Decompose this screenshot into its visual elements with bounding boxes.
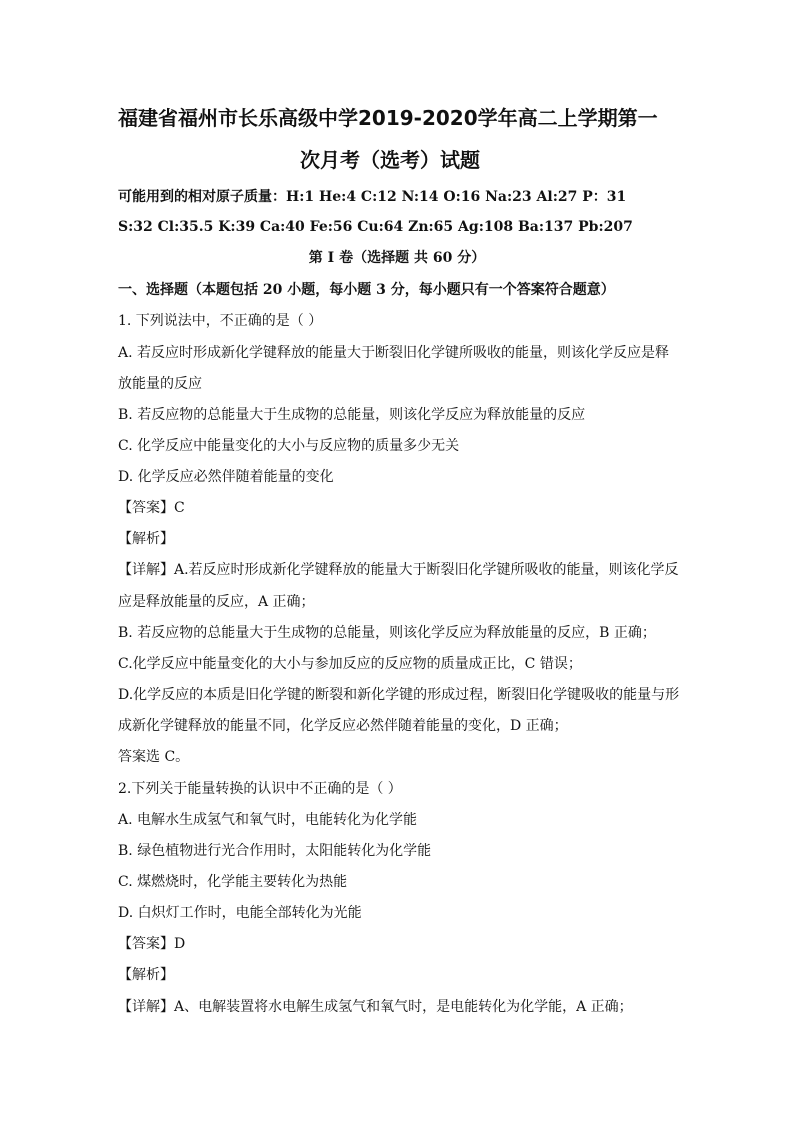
- question-2-stem: 2.下列关于能量转换的认识中不正确的是（ ）: [118, 781, 402, 797]
- atomic-masses-line1: 可能用到的相对原子质量：H:1 He:4 C:12 N:14 O:16 Na:23 Al:27 P：31: [118, 189, 627, 205]
- question-1-detail-4: C.化学反应中能量变化的大小与参加反应的反应物的质量成正比，C 错误；: [118, 656, 582, 672]
- atomic-masses-line2: S:32 Cl:35.5 K:39 Ca:40 Fe:56 Cu:64 Zn:65 Ag:108 Ba:137 Pb:207: [118, 219, 633, 235]
- question-1-option-c: C. 化学反应中能量变化的大小与反应物的质量多少无关: [118, 438, 460, 454]
- question-1-option-a: A. 若反应时形成新化学键释放的能量大于断裂旧化学键所吸收的能量，则该化学反应是释: [118, 345, 670, 361]
- question-1-stem: 1. 下列说法中，不正确的是（ ）: [118, 313, 323, 329]
- question-2-answer: 【答案】D: [118, 936, 186, 952]
- question-1-detail-6: 成新化学键释放的能量不同，化学反应必然伴随着能量的变化，D 正确；: [118, 718, 568, 734]
- question-1-option-d: D. 化学反应必然伴随着能量的变化: [118, 469, 334, 485]
- question-1-conclusion: 答案选 C。: [118, 749, 190, 765]
- document-title-line2: 次月考（选考）试题: [300, 148, 480, 172]
- question-1-detail-5: D.化学反应的本质是旧化学键的断裂和新化学键的形成过程，断裂旧化学键吸收的能量与形: [118, 687, 680, 703]
- section-title: 第 I 卷（选择题 共 60 分）: [308, 250, 486, 266]
- question-1-detail-3: B. 若反应物的总能量大于生成物的总能量，则该化学反应为释放能量的反应，B 正确；: [118, 625, 656, 641]
- question-2-analysis-label: 【解析】: [118, 967, 174, 983]
- question-2-option-c: C. 煤燃烧时，化学能主要转化为热能: [118, 874, 348, 890]
- question-1-detail-2: 应是释放能量的反应，A 正确；: [118, 594, 315, 610]
- question-2-option-d: D. 白炽灯工作时，电能全部转化为光能: [118, 905, 362, 921]
- question-1-answer: 【答案】C: [118, 500, 185, 516]
- question-2-option-b: B. 绿色植物进行光合作用时，太阳能转化为化学能: [118, 843, 432, 859]
- question-1-analysis-label: 【解析】: [118, 531, 174, 547]
- document-title-line1: 福建省福州市长乐高级中学2019-2020学年高二上学期第一: [118, 106, 658, 130]
- part-title: 一、选择题（本题包括 20 小题，每小题 3 分，每小题只有一个答案符合题意）: [118, 282, 615, 298]
- question-1-option-a-continued: 放能量的反应: [118, 376, 202, 392]
- question-2-detail-1: 【详解】A、电解装置将水电解生成氢气和氧气时，是电能转化为化学能，A 正确；: [118, 999, 633, 1015]
- question-1-detail-1: 【详解】A.若反应时形成新化学键释放的能量大于断裂旧化学键所吸收的能量，则该化学反: [118, 562, 679, 578]
- question-2-option-a: A. 电解水生成氢气和氧气时，电能转化为化学能: [118, 812, 418, 828]
- question-1-option-b: B. 若反应物的总能量大于生成物的总能量，则该化学反应为释放能量的反应: [118, 407, 586, 423]
